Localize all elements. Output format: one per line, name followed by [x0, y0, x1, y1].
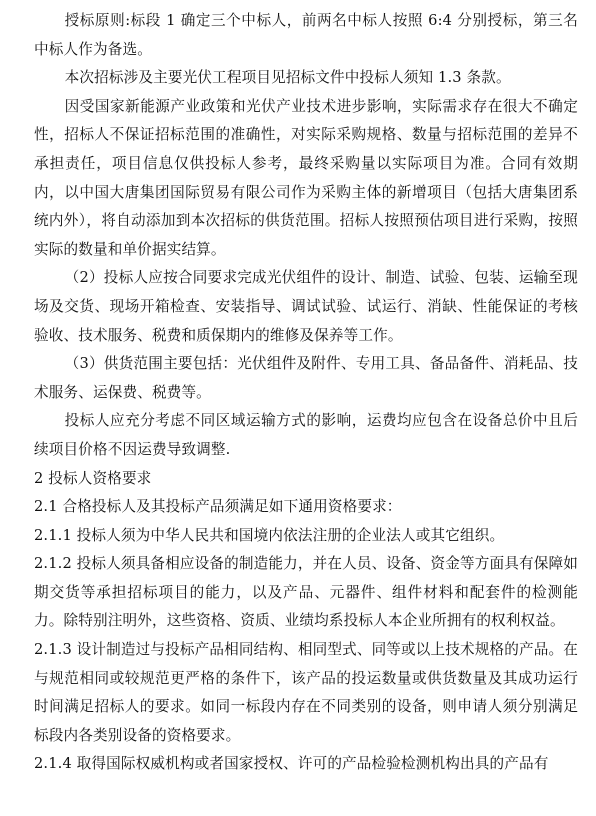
scope-item-2-paragraph: （2）投标人应按合同要求完成光伏组件的设计、制造、试验、包装、运输至现场及交货、现场开箱检查、安装指导、调试试验、试运行、消缺、性能保证的考核验收、技术服务、税费和质保期内的维修及保养等工作。	[34, 269, 578, 344]
section-2-heading: 2 投标人资格要求	[34, 469, 152, 487]
clause-2-1-4: 2.1.4 取得国际权威机构或者国家授权、许可的产品检验检测机构出具的产品有	[34, 755, 549, 773]
transport-cost-paragraph: 投标人应充分考虑不同区域运输方式的影响，运费均应包含在设备总价中且后续项目价格不因运费导致调整.	[34, 412, 578, 458]
clause-2-1-2: 2.1.2 投标人须具备相应设备的制造能力，并在人员、设备、资金等方面具有保障如期交货等承担招标项目的能力，以及产品、元器件、组件材料和配套件的检测能力。除特别注明外，这些资格、资质、业绩均系投标人本企业所拥有的权利权益。	[34, 555, 578, 630]
clause-2-1-3: 2.1.3 设计制造过与投标产品相同结构、相同型式、同等或以上技术规格的产品。在与规范相同或较规范更严格的条件下，该产品的投运数量或供货数量及其成功运行时间满足招标人的要求。如同一标段内存在不同类别的设备，则申请人须分别满足标段内各类别设备的资格要求。	[34, 641, 578, 744]
section-2-1-heading: 2.1 合格投标人及其投标产品须满足如下通用资格要求：	[34, 498, 402, 516]
scope-item-3-paragraph: （3）供货范围主要包括：光伏组件及附件、专用工具、备品备件、消耗品、技术服务、运保费、税费等。	[34, 355, 578, 401]
clause-2-1-1: 2.1.1 投标人须为中华人民共和国境内依法注册的企业法人或其它组织。	[34, 526, 505, 544]
award-principle-paragraph: 授标原则:标段 1 确定三个中标人，前两名中标人按照 6:4 分别授标，第三名中标人作为备选。	[34, 12, 578, 58]
demand-uncertainty-paragraph: 因受国家新能源产业政策和光伏产业技术进步影响，实际需求存在很大不确定性，招标人不保证招标范围的准确性，对实际采购规格、数量与招标范围的差异不承担责任，项目信息仅供投标人参考，最终采购量以实际项目为准。合同有效期内，以中国大唐集团国际贸易有限公司作为采购主体的新增项目（包括大唐集团系统内外），将自动添加到本次招标的供货范围。招标人按照预估项目进行采购，按照实际的数量和单价据实结算。	[34, 97, 578, 258]
project-reference-paragraph: 本次招标涉及主要光伏工程项目见招标文件中投标人须知 1.3 条款。	[64, 69, 511, 87]
page-bottom-fade	[0, 806, 596, 816]
